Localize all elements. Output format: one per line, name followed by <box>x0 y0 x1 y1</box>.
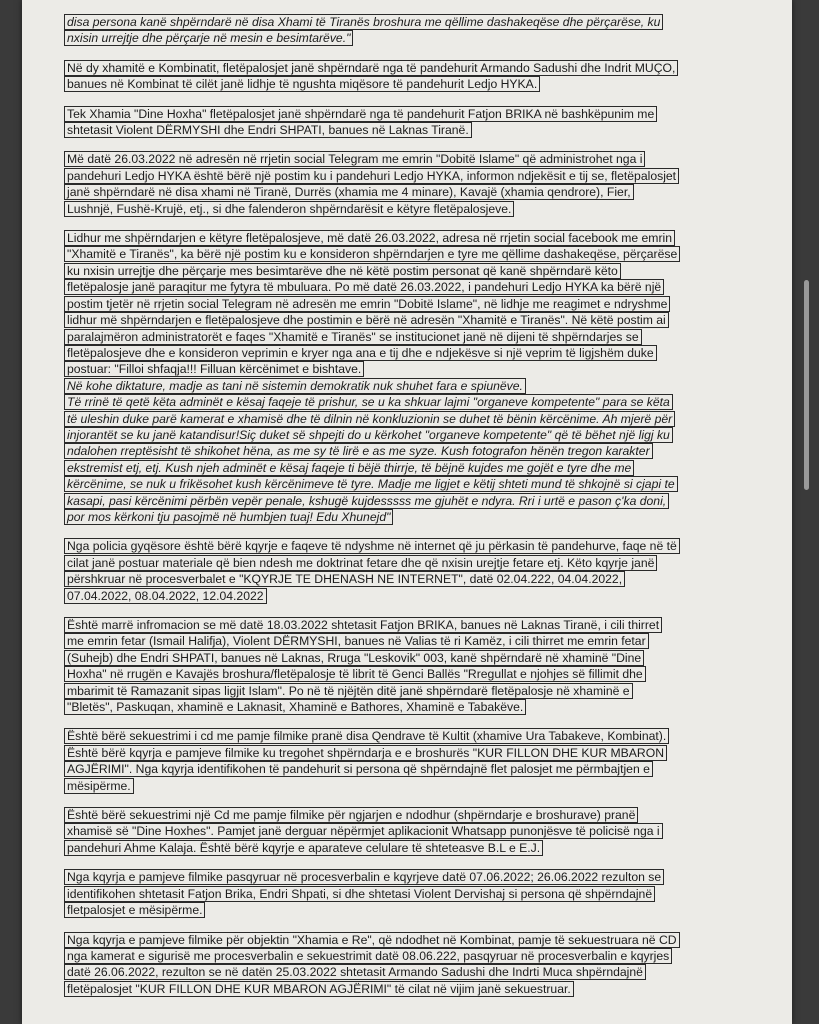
text-line <box>64 76 764 92</box>
highlighted-text: mësipërme. <box>64 778 134 794</box>
highlighted-text: Tek Xhamia "Dine Hoxha" fletëpalosjet janë shpërndarë nga të pandehurit Fatjon BRIKA në bashkëpunim me <box>64 106 657 122</box>
text-line <box>64 932 764 948</box>
text-line <box>64 666 764 682</box>
text-line <box>64 509 764 525</box>
highlighted-text: Hoxha" në rrugën e Kavajës broshura/fletëpalosje të librit të Genci Ballës "Rregullat e njohjes së fillimit dhe <box>64 666 646 682</box>
highlighted-text: postim tjetër në rrjetin social Telegram në adresën me emrin "Dobitë Islame", në lidhje me reagimet e ndryshme <box>64 296 670 312</box>
highlighted-text: shtetasit Violent DËRMYSHI dhe Endri SHPATI, banues në Laknas Tiranë. <box>64 122 472 138</box>
highlighted-text: "Bletës", Paskuqan, xhaminë e Laknasit, Xhaminë e Bathores, Xhaminë e Tabakëve. <box>64 699 526 715</box>
text-line <box>64 840 764 856</box>
highlighted-text: ndalohen rreptësisht të shikohet hëna, as me sy të lirë e as me syze. Kush fotografon hënën tregon karakter <box>64 443 653 459</box>
text-line <box>64 312 764 328</box>
text-line <box>64 443 764 459</box>
text-line <box>64 60 764 76</box>
text-line <box>64 981 764 997</box>
highlighted-text: përshkruar në procesverbalet e "KQYRJE TE DHENASH NE INTERNET", datë 02.04.222, 04.04.2022, <box>64 571 625 587</box>
highlighted-text: Më datë 26.03.2022 në adresën në rrjetin social Telegram me emrin "Dobitë Islame" që administrohet nga i <box>64 151 645 167</box>
text-line <box>64 683 764 699</box>
text-line <box>64 378 764 394</box>
text-line <box>64 329 764 345</box>
highlighted-text: paralajmëron administratorët e faqes "Xhamitë e Tiranës" se institucionet janë në dijeni të shpërndarjes se <box>64 329 642 345</box>
text-line <box>64 230 764 246</box>
highlighted-text: postuar: "Filloi shfaqja!!! Filluan kërcënimet e bishtave. <box>64 361 364 377</box>
text-line <box>64 823 764 839</box>
highlighted-text: Është bërë sekuestrimi një Cd me pamje filmike për ngjarjen e ndodhur (shpërndarje e broshurave) pranë <box>64 807 638 823</box>
highlighted-text: disa persona kanë shpërndarë në disa Xhami të Tiranës broshura me qëllime dashakeqëse dhe përçarëse, ku <box>64 14 663 30</box>
highlighted-text: identifikohen shtetasit Fatjon Brika, Endri Shpati, si dhe shtetasi Violent Dervishaj si persona që shpërndajnë <box>64 886 655 902</box>
text-line <box>64 633 764 649</box>
text-line <box>64 168 764 184</box>
text-line <box>64 699 764 715</box>
highlighted-text: nxisin urrejtje dhe përçarje në mesin e besimtarëve." <box>64 30 353 46</box>
document-body <box>64 14 764 1010</box>
highlighted-text: fletëpalosjeve dhe e konsideron veprimin e kryer nga ana e tij dhe e ndjekësve si një veprim të ligjshëm duke <box>64 345 657 361</box>
text-line <box>64 807 764 823</box>
highlighted-text: kasapi, pasi kërcënimi përbën vepër penale, kshugë kujdesssss me gjuhët e ndyra. Rri i urtë e pason ç'ka doni, <box>64 493 669 509</box>
highlighted-text: kërcënime, se nuk u frikësohet kush kërcënimeve të tyre. Madje me ligjet e këtij shteti mund të shkojnë si cjapi te <box>64 476 678 492</box>
paragraph <box>64 60 764 93</box>
highlighted-text: ku nxisin urrejtje dhe përçarje mes besimtarëve dhe në këtë postim personat që kanë shpërndarë këto <box>64 263 621 279</box>
highlighted-text: Nga kqyrja e pamjeve filmike për objektin "Xhamia e Re", që ndodhet në Kombinat, pamje të sekuestruara në CD <box>64 932 680 948</box>
highlighted-text: fletëpalosje janë paraqitur me fytyra të mbuluara. Po më datë 26.03.2022, i pandehuri Ledjo HYKA ka bërë një <box>64 279 664 295</box>
highlighted-text: të uleshin duke parë kamerat e xhamisë dhe të dilnin në konkluzionin se duhet të bënin kërcënime. Ah mjerë për <box>64 411 675 427</box>
highlighted-text: Nga policia gyqësore është bërë kqyrje e faqeve të ndyshme në internet që ju përkasin të pandehurve, faqe në të <box>64 538 680 554</box>
paragraph <box>64 807 764 856</box>
highlighted-text: Të rrinë të qetë këta adminët e kësaj faqeje të prishur, se u ka shkuar lajmi "organeve kompetente" para se këta <box>64 394 673 410</box>
highlighted-text: Lidhur me shpërndarjen e këtyre fletëpalosjeve, më datë 26.03.2022, adresa në rrjetin social facebook me emrin <box>64 230 675 246</box>
text-line <box>64 948 764 964</box>
text-line <box>64 650 764 666</box>
highlighted-text: 07.04.2022, 08.04.2022, 12.04.2022 <box>64 588 267 604</box>
text-line <box>64 184 764 200</box>
text-line <box>64 902 764 918</box>
text-line <box>64 493 764 509</box>
text-line <box>64 151 764 167</box>
highlighted-text: Është marrë infromacion se më datë 18.03.2022 shtetasit Fatjon BRIKA, banues në Laknas Tiranë, i cili thirret <box>64 617 662 633</box>
highlighted-text: AGJËRIMI". Nga kqyrja identifikohen të pandehurit si persona që shpërndajnë flet palosjet me përmbajtjen e <box>64 761 653 777</box>
paragraph <box>64 14 764 47</box>
highlighted-text: injorantët se ku janë katandisur!Siç duket së shpejti do u kërkohet "organeve kompetente" që të bëhet një ligj ku <box>64 427 673 443</box>
highlighted-text: por mos kërkoni tju pasojmë në humbjen tuaj! Edu Xhunejd" <box>64 509 393 525</box>
text-line <box>64 728 764 744</box>
text-line <box>64 745 764 761</box>
text-line <box>64 571 764 587</box>
document-page <box>22 0 792 1024</box>
paragraph <box>64 230 764 525</box>
highlighted-text: Në dy xhamitë e Kombinatit, fletëpalosjet janë shpërndarë nga të pandehurit Armando Sadushi dhe Indrit MUÇO, <box>64 60 678 76</box>
text-line <box>64 345 764 361</box>
text-line <box>64 201 764 217</box>
text-line <box>64 14 764 30</box>
text-line <box>64 361 764 377</box>
text-line <box>64 411 764 427</box>
text-line <box>64 30 764 46</box>
highlighted-text: "Xhamitë e Tiranës", ka bërë një postim ku e konsideron shpërndarjen e tyre me qëllime dashakeqëse, përçarëse <box>64 246 680 262</box>
paragraph <box>64 617 764 715</box>
highlighted-text: ekstremist etj, etj. Kush njeh adminët e kësaj faqeje ti bëjë thirrje, të bëjnë kujdes me gojët e tyre dhe me <box>64 460 634 476</box>
text-line <box>64 106 764 122</box>
text-line <box>64 122 764 138</box>
highlighted-text: me emrin fetar (Ismail Halifja), Violent DËRMYSHI, banues në Valias të ri Kamëz, i cili thirret me emrin fetar <box>64 633 649 649</box>
highlighted-text: nga kamerat e sigurisë me procesverbalin e sekuestrimit datë 08.06.222, pasqyruar në procesverbalin e kqyrjes <box>64 948 672 964</box>
text-line <box>64 869 764 885</box>
text-line <box>64 394 764 410</box>
paragraph <box>64 106 764 139</box>
text-line <box>64 246 764 262</box>
text-line <box>64 555 764 571</box>
highlighted-text: datë 26.06.2022, rezulton se në datën 25.03.2022 shtetasit Armando Sadushi dhe Indrti Muca shpërndajnë <box>64 964 646 980</box>
highlighted-text: (Suhejb) dhe Endri SHPATI, banues në Laknas, Rruga "Leskovik" 003, kanë shpërndarë në xhaminë "Dine <box>64 650 644 666</box>
text-line <box>64 427 764 443</box>
highlighted-text: banues në Kombinat të cilët janë lidhje të ngushta miqësore të pandehurit Ledjo HYKA. <box>64 76 540 92</box>
highlighted-text: Në kohe diktature, madje as tani në sistemin demokratik nuk shuhet fara e spiunëve. <box>64 378 526 394</box>
text-line <box>64 476 764 492</box>
highlighted-text: lidhur më shpërndarjen e fletëpalosjeve dhe postimin e bërë në adresën "Xhamitë e Tiranës". Në këtë postim ai <box>64 312 669 328</box>
highlighted-text: Nga kqyrja e pamjeve filmike pasqyruar në procesverbalin e kqyrjeve datë 07.06.2022; 26.06.2022 rezulton se <box>64 869 664 885</box>
text-line <box>64 761 764 777</box>
text-line <box>64 588 764 604</box>
highlighted-text: pandehuri Ledjo HYKA është bërë një postim ku i pandehuri Ledjo HYKA, informon ndjekësit e tij se, fletëpalosjet <box>64 168 679 184</box>
text-line <box>64 886 764 902</box>
text-line <box>64 617 764 633</box>
highlighted-text: janë shpërndarë në disa xhami në Tiranë, Durrës (xhamia me 4 minare), Kavajë (xhamia qendrore), Fier, <box>64 184 634 200</box>
highlighted-text: xhamisë së "Dine Hoxhes". Pamjet janë derguar nëpërmjet aplikacionit Whatsapp punonjësve të policisë nga i <box>64 823 663 839</box>
paragraph <box>64 728 764 794</box>
text-line <box>64 538 764 554</box>
text-line <box>64 279 764 295</box>
paragraph <box>64 869 764 918</box>
highlighted-text: Lushnjë, Fushë-Krujë, etj., si dhe falenderon shpërndarësit e këtyre fletëpalosjeve. <box>64 201 514 217</box>
text-line <box>64 460 764 476</box>
highlighted-text: cilat janë postuar materiale që bien ndesh me doktrinat fetare dhe që nxisin urejtje fetare etj. Këto kqyrje janë <box>64 555 657 571</box>
vertical-scrollbar[interactable] <box>804 280 809 490</box>
highlighted-text: Është bërë kqyrja e pamjeve filmike ku tregohet shpërndarja e e broshurës "KUR FILLON DHE KUR MBARON <box>64 745 667 761</box>
text-line <box>64 778 764 794</box>
highlighted-text: fletëpalosjet "KUR FILLON DHE KUR MBARON AGJËRIMI" të cilat në vijim janë sekuestruar. <box>64 981 574 997</box>
paragraph <box>64 932 764 998</box>
text-line <box>64 263 764 279</box>
highlighted-text: mbarimit të Ramazanit sipas ligjit Islam". Po në të njëjtën ditë janë shpërndarë fletëpalosje në xhaminë e <box>64 683 633 699</box>
text-line <box>64 296 764 312</box>
paragraph <box>64 538 764 604</box>
paragraph <box>64 151 764 217</box>
highlighted-text: pandehuri Ahme Kalaja. Është bërë kqyrje e aparateve celulare të shteteasve B.L e E.J. <box>64 840 543 856</box>
highlighted-text: fletpalosjet e mësipërme. <box>64 902 205 918</box>
text-line <box>64 964 764 980</box>
highlighted-text: Është bërë sekuestrimi i cd me pamje filmike pranë disa Qendrave të Kultit (xhamive Ura Tabakeve, Kombinat). <box>64 728 669 744</box>
